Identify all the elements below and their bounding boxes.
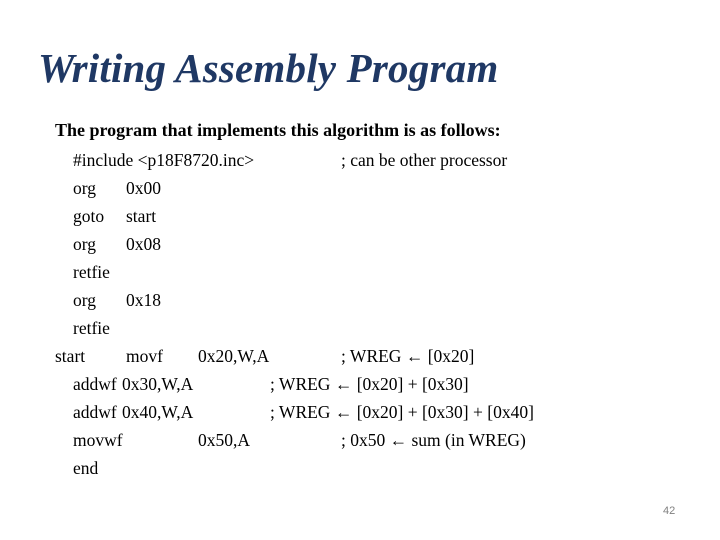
code-op: retfie — [73, 318, 110, 338]
slide-title: Writing Assembly Program — [38, 45, 499, 91]
code-op: org — [73, 290, 97, 310]
code-op: org — [73, 178, 97, 198]
code-op: addwf — [73, 374, 117, 394]
code-operand: start — [126, 206, 157, 226]
code-comment: ; 0x50 ← sum (in WREG) — [341, 430, 526, 450]
code-comment: ; WREG ← [0x20] — [341, 346, 475, 366]
code-op: retfie — [73, 262, 110, 282]
code-operand: 0x50,A — [198, 430, 251, 450]
code-op: org — [73, 234, 97, 254]
code-comment: ; WREG ← [0x20] + [0x30] + [0x40] — [270, 402, 534, 422]
code-label: start — [55, 346, 86, 366]
code-operand: 0x08 — [126, 234, 161, 254]
code-operand: 0x40,W,A — [122, 402, 194, 422]
code-operand: 0x30,W,A — [122, 374, 194, 394]
code-operand: 0x18 — [126, 290, 161, 310]
code-operand: 0x20,W,A — [198, 346, 270, 366]
intro-text: The program that implements this algorithm is as follows: — [55, 120, 501, 140]
code-op: movwf — [73, 430, 123, 450]
code-op: movf — [126, 346, 163, 366]
code-op: goto — [73, 206, 105, 226]
code-op: #include <p18F8720.inc> — [73, 150, 255, 170]
page-number: 42 — [663, 505, 676, 517]
code-comment: ; WREG ← [0x20] + [0x30] — [270, 374, 469, 394]
code-op: addwf — [73, 402, 117, 422]
code-comment: ; can be other processor — [341, 150, 508, 170]
code-operand: 0x00 — [126, 178, 161, 198]
code-op: end — [73, 458, 99, 478]
